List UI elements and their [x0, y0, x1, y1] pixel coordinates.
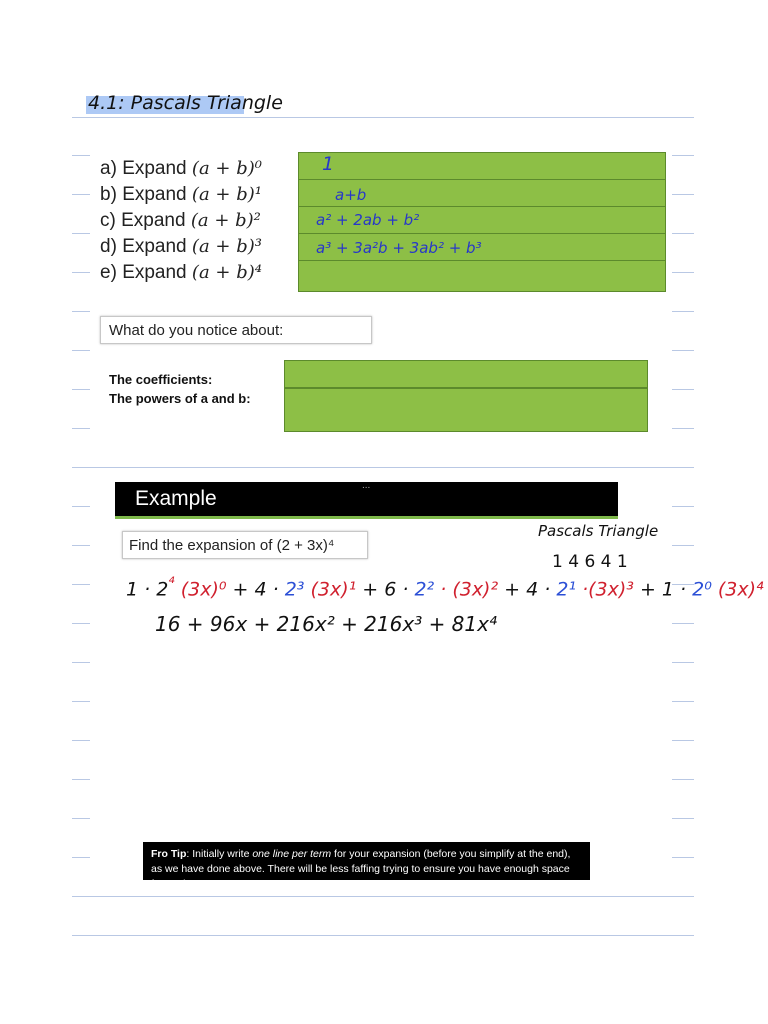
notebook-rule — [72, 896, 694, 897]
question-c — [100, 210, 261, 232]
notebook-rule — [72, 935, 694, 936]
question-text: Expand — [122, 184, 187, 205]
powers-label: The powers of a and b: — [109, 391, 251, 406]
notebook-rule — [72, 428, 90, 429]
notebook-rule — [72, 233, 90, 234]
question-expr: (a + b)³ — [191, 236, 262, 257]
notebook-rule — [672, 779, 694, 780]
expansion-result: 16 + 96x + 216x² + 216x³ + 81x⁴ — [155, 612, 497, 636]
term-x: (3x)⁴ — [717, 578, 764, 601]
notebook-rule — [672, 857, 694, 858]
notebook-rule — [72, 740, 90, 741]
question-expr: (a + b)² — [190, 210, 261, 231]
question-text: Expand — [122, 262, 187, 283]
term-power: 2⁰ — [692, 578, 712, 601]
term-x: · (3x)² — [440, 578, 499, 601]
question-e — [100, 262, 262, 284]
term-coef: 1 · 2 — [126, 578, 169, 601]
notebook-rule — [72, 389, 90, 390]
notebook-rule — [72, 857, 90, 858]
question-label: c) — [100, 210, 116, 231]
notebook-rule — [72, 662, 90, 663]
term-coef: + 1 · — [639, 578, 693, 601]
notice-prompt: What do you notice about: — [100, 316, 372, 344]
question-label: d) — [100, 236, 117, 257]
notebook-rule — [672, 233, 694, 234]
tip-text: : Initially write — [186, 848, 253, 860]
question-a — [100, 158, 262, 180]
question-text: Expand — [122, 158, 187, 179]
notebook-rule — [72, 350, 90, 351]
question-d — [100, 236, 262, 258]
tip-emphasis: one line per term — [252, 848, 332, 860]
term-x: ·(3x)³ — [582, 578, 634, 601]
notebook-rule — [672, 740, 694, 741]
tip-rest: for your expansion (before you simplify at the end), as we have done above. There will be less faffing trying to ensure you have enough space for each term. — [151, 848, 571, 890]
notebook-rule — [72, 584, 90, 585]
notebook-rule — [672, 350, 694, 351]
fro-tip — [143, 842, 590, 890]
notebook-rule — [672, 818, 694, 819]
notebook-rule — [72, 117, 694, 118]
example-title: Example — [135, 487, 217, 510]
page-title: 4.1: Pascals Triangle — [88, 92, 283, 114]
question-b — [100, 184, 262, 206]
notebook-rule — [72, 194, 90, 195]
answer-d: a³ + 3a²b + 3ab² + b³ — [316, 239, 482, 257]
notebook-rule — [672, 506, 694, 507]
notebook-rule — [72, 623, 90, 624]
term-power: 2³ — [284, 578, 305, 601]
notebook-rule — [672, 194, 694, 195]
notebook-rule — [72, 467, 694, 468]
expansion-work-line — [126, 573, 764, 600]
pascal-label: Pascals Triangle — [538, 522, 659, 540]
notebook-rule — [672, 155, 694, 156]
term-power: 2² — [414, 578, 435, 601]
pascal-row: 1 4 6 4 1 — [552, 552, 628, 572]
notebook-rule — [72, 818, 90, 819]
question-label: a) — [100, 158, 117, 179]
notebook-rule — [672, 272, 694, 273]
question-label: e) — [100, 262, 117, 283]
notebook-rule — [672, 623, 694, 624]
notebook-rule — [72, 506, 90, 507]
powers-answer-box[interactable] — [284, 388, 648, 432]
notebook-rule — [672, 428, 694, 429]
notebook-rule — [72, 311, 90, 312]
term-x: (3x)¹ — [310, 578, 357, 601]
notebook-rule — [72, 272, 90, 273]
notebook-rule — [672, 545, 694, 546]
coefficients-answer-box[interactable] — [284, 360, 648, 388]
question-expr: (a + b)⁴ — [191, 262, 262, 283]
notebook-rule — [72, 701, 90, 702]
coefficients-label: The coefficients: — [109, 372, 213, 387]
notebook-rule — [672, 389, 694, 390]
answer-cell[interactable] — [299, 261, 665, 287]
term-power: 2¹ — [556, 578, 577, 601]
term-coef: + 4 · — [504, 578, 557, 601]
answer-b: a+b — [335, 186, 367, 204]
notebook-rule — [672, 701, 694, 702]
question-text: Expand — [121, 210, 186, 231]
question-expr: (a + b)⁰ — [191, 158, 262, 179]
tip-label: Fro Tip — [151, 848, 187, 860]
term-coef: + 4 · — [232, 578, 285, 601]
notebook-rule — [72, 779, 90, 780]
term-power: ⁴ — [168, 573, 175, 592]
more-icon[interactable]: ... — [362, 480, 371, 491]
notebook-rule — [72, 545, 90, 546]
term-x: (3x)⁰ — [180, 578, 227, 601]
answer-c: a² + 2ab + b² — [316, 211, 420, 229]
notebook-rule — [672, 311, 694, 312]
example-question: Find the expansion of (2 + 3x)⁴ — [122, 531, 368, 559]
question-text: Expand — [122, 236, 187, 257]
answer-a: 1 — [322, 153, 335, 175]
answer-cell[interactable] — [299, 153, 665, 180]
notebook-rule — [672, 662, 694, 663]
question-expr: (a + b)¹ — [191, 184, 262, 205]
term-coef: + 6 · — [362, 578, 415, 601]
notebook-rule — [72, 155, 90, 156]
question-label: b) — [100, 184, 117, 205]
